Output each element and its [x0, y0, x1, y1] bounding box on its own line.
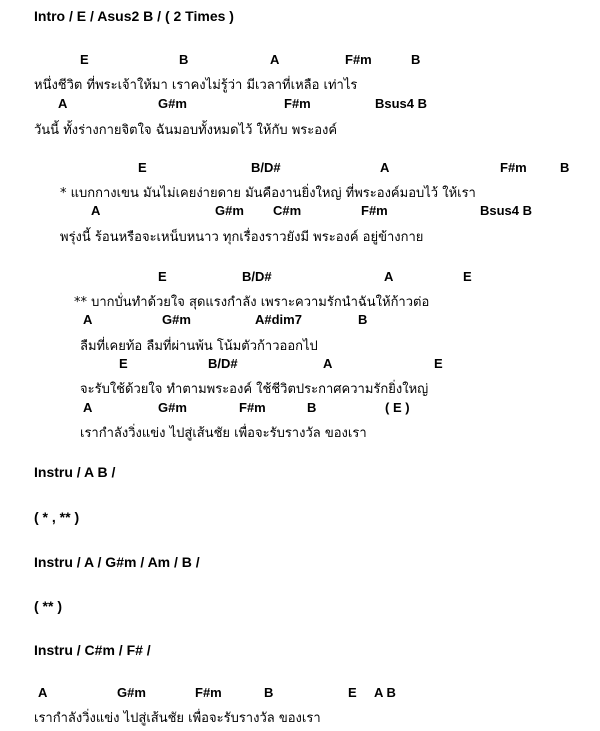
chord: G#m [158, 400, 187, 415]
instru-line: Instru / A / G#m / Am / B / [34, 554, 200, 570]
chord: E [434, 356, 443, 371]
instru-line: Instru / C#m / F# / [34, 642, 151, 658]
lyric-line: * แบกกางเขน มันไม่เคยง่ายดาย มันคืองานยิ่งใหญ่ ที่พระองค์มอบไว้ ให้เรา [60, 186, 476, 201]
chord: B/D# [242, 269, 272, 284]
chord: A [323, 356, 333, 371]
chord: E [348, 685, 357, 700]
chord: A [384, 269, 394, 284]
chord: A B [374, 685, 396, 700]
chord: B [560, 160, 570, 175]
chord: F#m [195, 685, 222, 700]
repeat-line: ( ** ) [34, 598, 62, 614]
chord: B [411, 52, 421, 67]
chord: A [270, 52, 280, 67]
chord: B [307, 400, 317, 415]
chord: A [83, 400, 93, 415]
chord: B/D# [251, 160, 281, 175]
chord: B [264, 685, 274, 700]
chord: E [119, 356, 128, 371]
chord: F#m [345, 52, 372, 67]
chord: B [358, 312, 368, 327]
lyric-line: เรากำลังวิ่งแข่ง ไปสู่เส้นชัย เพื่อจะรับรางวัล ของเรา [80, 426, 367, 441]
repeat-line: ( * , ** ) [34, 509, 80, 525]
chord: A [91, 203, 101, 218]
chord: E [80, 52, 89, 67]
lyric-line: จะรับใช้ด้วยใจ ทำตามพระองค์ ใช้ชีวิตประกาศความรักยิ่งใหญ่ [80, 382, 429, 397]
chord: A [38, 685, 48, 700]
intro-line: Intro / E / Asus2 B / ( 2 Times ) [34, 8, 234, 24]
chord: B/D# [208, 356, 238, 371]
lyric-line: เรากำลังวิ่งแข่ง ไปสู่เส้นชัย เพื่อจะรับรางวัล ของเรา [34, 711, 321, 726]
chord: E [138, 160, 147, 175]
chord: A#dim7 [255, 312, 302, 327]
chord: G#m [215, 203, 244, 218]
instru-line: Instru / A B / [34, 464, 116, 480]
chord: Bsus4 B [480, 203, 533, 218]
chord: G#m [117, 685, 146, 700]
chord: G#m [158, 96, 187, 111]
lyric-line: ลืมที่เคยท้อ ลืมที่ผ่านพ้น โน้มตัวก้าวออกไป [80, 339, 318, 354]
chord: B [179, 52, 189, 67]
chord: G#m [162, 312, 191, 327]
chord: E [463, 269, 472, 284]
chord: A [58, 96, 68, 111]
lyric-line: พรุ่งนี้ ร้อนหรือจะเหน็บหนาว ทุกเรื่องราวยังมี พระองค์ อยู่ข้างกาย [60, 230, 424, 245]
lyric-line: หนึ่งชีวิต ที่พระเจ้าให้มา เราคงไม่รู้ว่า มีเวลาที่เหลือ เท่าไร [34, 78, 358, 93]
chord: F#m [239, 400, 266, 415]
chord: A [380, 160, 390, 175]
lyric-line: ** บากบั่นทำด้วยใจ สุดแรงกำลัง เพราะความรักนำฉันให้ก้าวต่อ [74, 295, 430, 310]
chord: Bsus4 B [375, 96, 428, 111]
chord: F#m [361, 203, 388, 218]
lyric-line: วันนี้ ทั้งร่างกายจิตใจ ฉันมอบทั้งหมดไว้ ให้กับ พระองค์ [34, 123, 338, 138]
chord: F#m [500, 160, 527, 175]
chord: ( E ) [385, 400, 410, 415]
chord: F#m [284, 96, 311, 111]
chord: A [83, 312, 93, 327]
chord: E [158, 269, 167, 284]
chord: C#m [273, 203, 302, 218]
